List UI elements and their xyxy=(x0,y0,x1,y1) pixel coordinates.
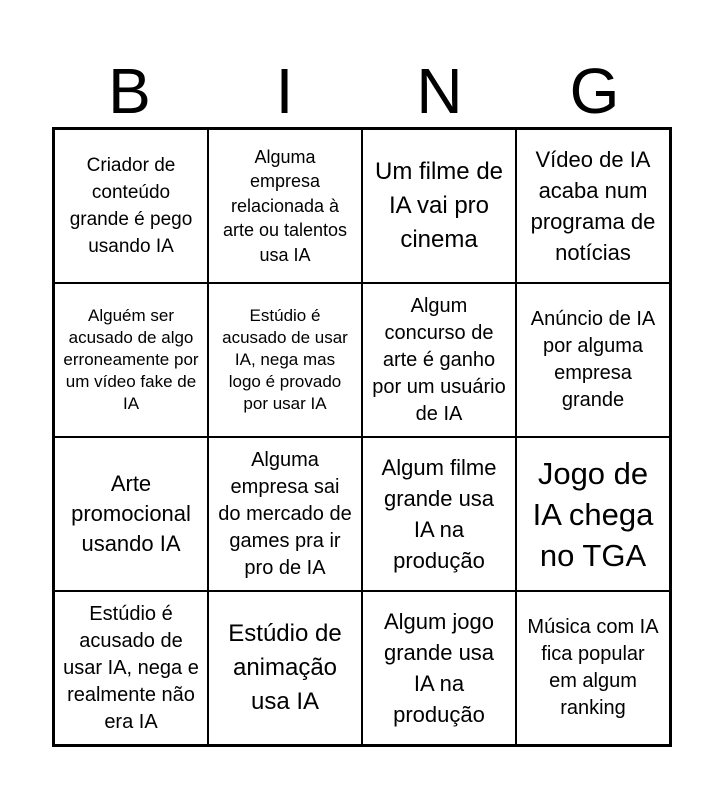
bingo-header xyxy=(52,56,672,126)
header-letter-n: N xyxy=(416,55,463,127)
bingo-cell-text: Arte promocional usando IA xyxy=(71,471,191,556)
bingo-cell[interactable] xyxy=(362,591,516,745)
bingo-cell-text: Jogo de IA chega no TGA xyxy=(532,455,654,573)
header-letter-b: B xyxy=(108,55,151,127)
bingo-cell-text: Estúdio é acusado de usar IA, nega e realmente não era IA xyxy=(63,602,199,733)
header-letter-i: I xyxy=(275,55,294,127)
bingo-cell-text: Música com IA fica popular em algum ranking xyxy=(527,616,659,719)
bingo-cell-text: Estúdio de animação usa IA xyxy=(228,620,342,715)
bingo-cell[interactable] xyxy=(208,129,362,283)
bingo-cell[interactable] xyxy=(516,129,670,283)
bingo-cell[interactable] xyxy=(54,437,208,591)
header-letter-g: G xyxy=(569,55,620,127)
bingo-cell[interactable] xyxy=(362,437,516,591)
bingo-cell[interactable] xyxy=(208,283,362,437)
bingo-cell[interactable] xyxy=(516,437,670,591)
bingo-cell[interactable] xyxy=(54,591,208,745)
bingo-cell[interactable] xyxy=(362,283,516,437)
bingo-cell-text: Algum filme grande usa IA na produção xyxy=(381,455,497,573)
bingo-cell[interactable] xyxy=(208,591,362,745)
bingo-cell-text: Um filme de IA vai pro cinema xyxy=(374,158,504,253)
bingo-cell[interactable] xyxy=(54,129,208,283)
bingo-cell[interactable] xyxy=(208,437,362,591)
bingo-cell[interactable] xyxy=(516,591,670,745)
bingo-cell[interactable] xyxy=(516,283,670,437)
bingo-cell-text: Vídeo de IA acaba num programa de notícias xyxy=(530,147,656,265)
bingo-cell-text: Estúdio é acusado de usar IA, nega mas logo é provado por usar IA xyxy=(222,306,348,413)
bingo-cell-text: Criador de conteúdo grande é pego usando IA xyxy=(69,155,193,257)
bingo-cell-text: Algum concurso de arte é ganho por um usuário de IA xyxy=(372,294,506,425)
bingo-cell[interactable] xyxy=(54,283,208,437)
bingo-cell-text: Alguma empresa sai do mercado de games pra ir pro de IA xyxy=(218,448,352,579)
bingo-cell-text: Alguém ser acusado de algo erroneamente por um vídeo fake de IA xyxy=(63,306,199,413)
bingo-cell-text: Anúncio de IA por alguma empresa grande xyxy=(530,308,656,411)
bingo-cell-text: Algum jogo grande usa IA na produção xyxy=(383,609,495,727)
bingo-cell-text: Alguma empresa relacionada à arte ou talentos usa IA xyxy=(222,146,348,265)
bingo-grid xyxy=(52,127,672,747)
bingo-cell[interactable] xyxy=(362,129,516,283)
